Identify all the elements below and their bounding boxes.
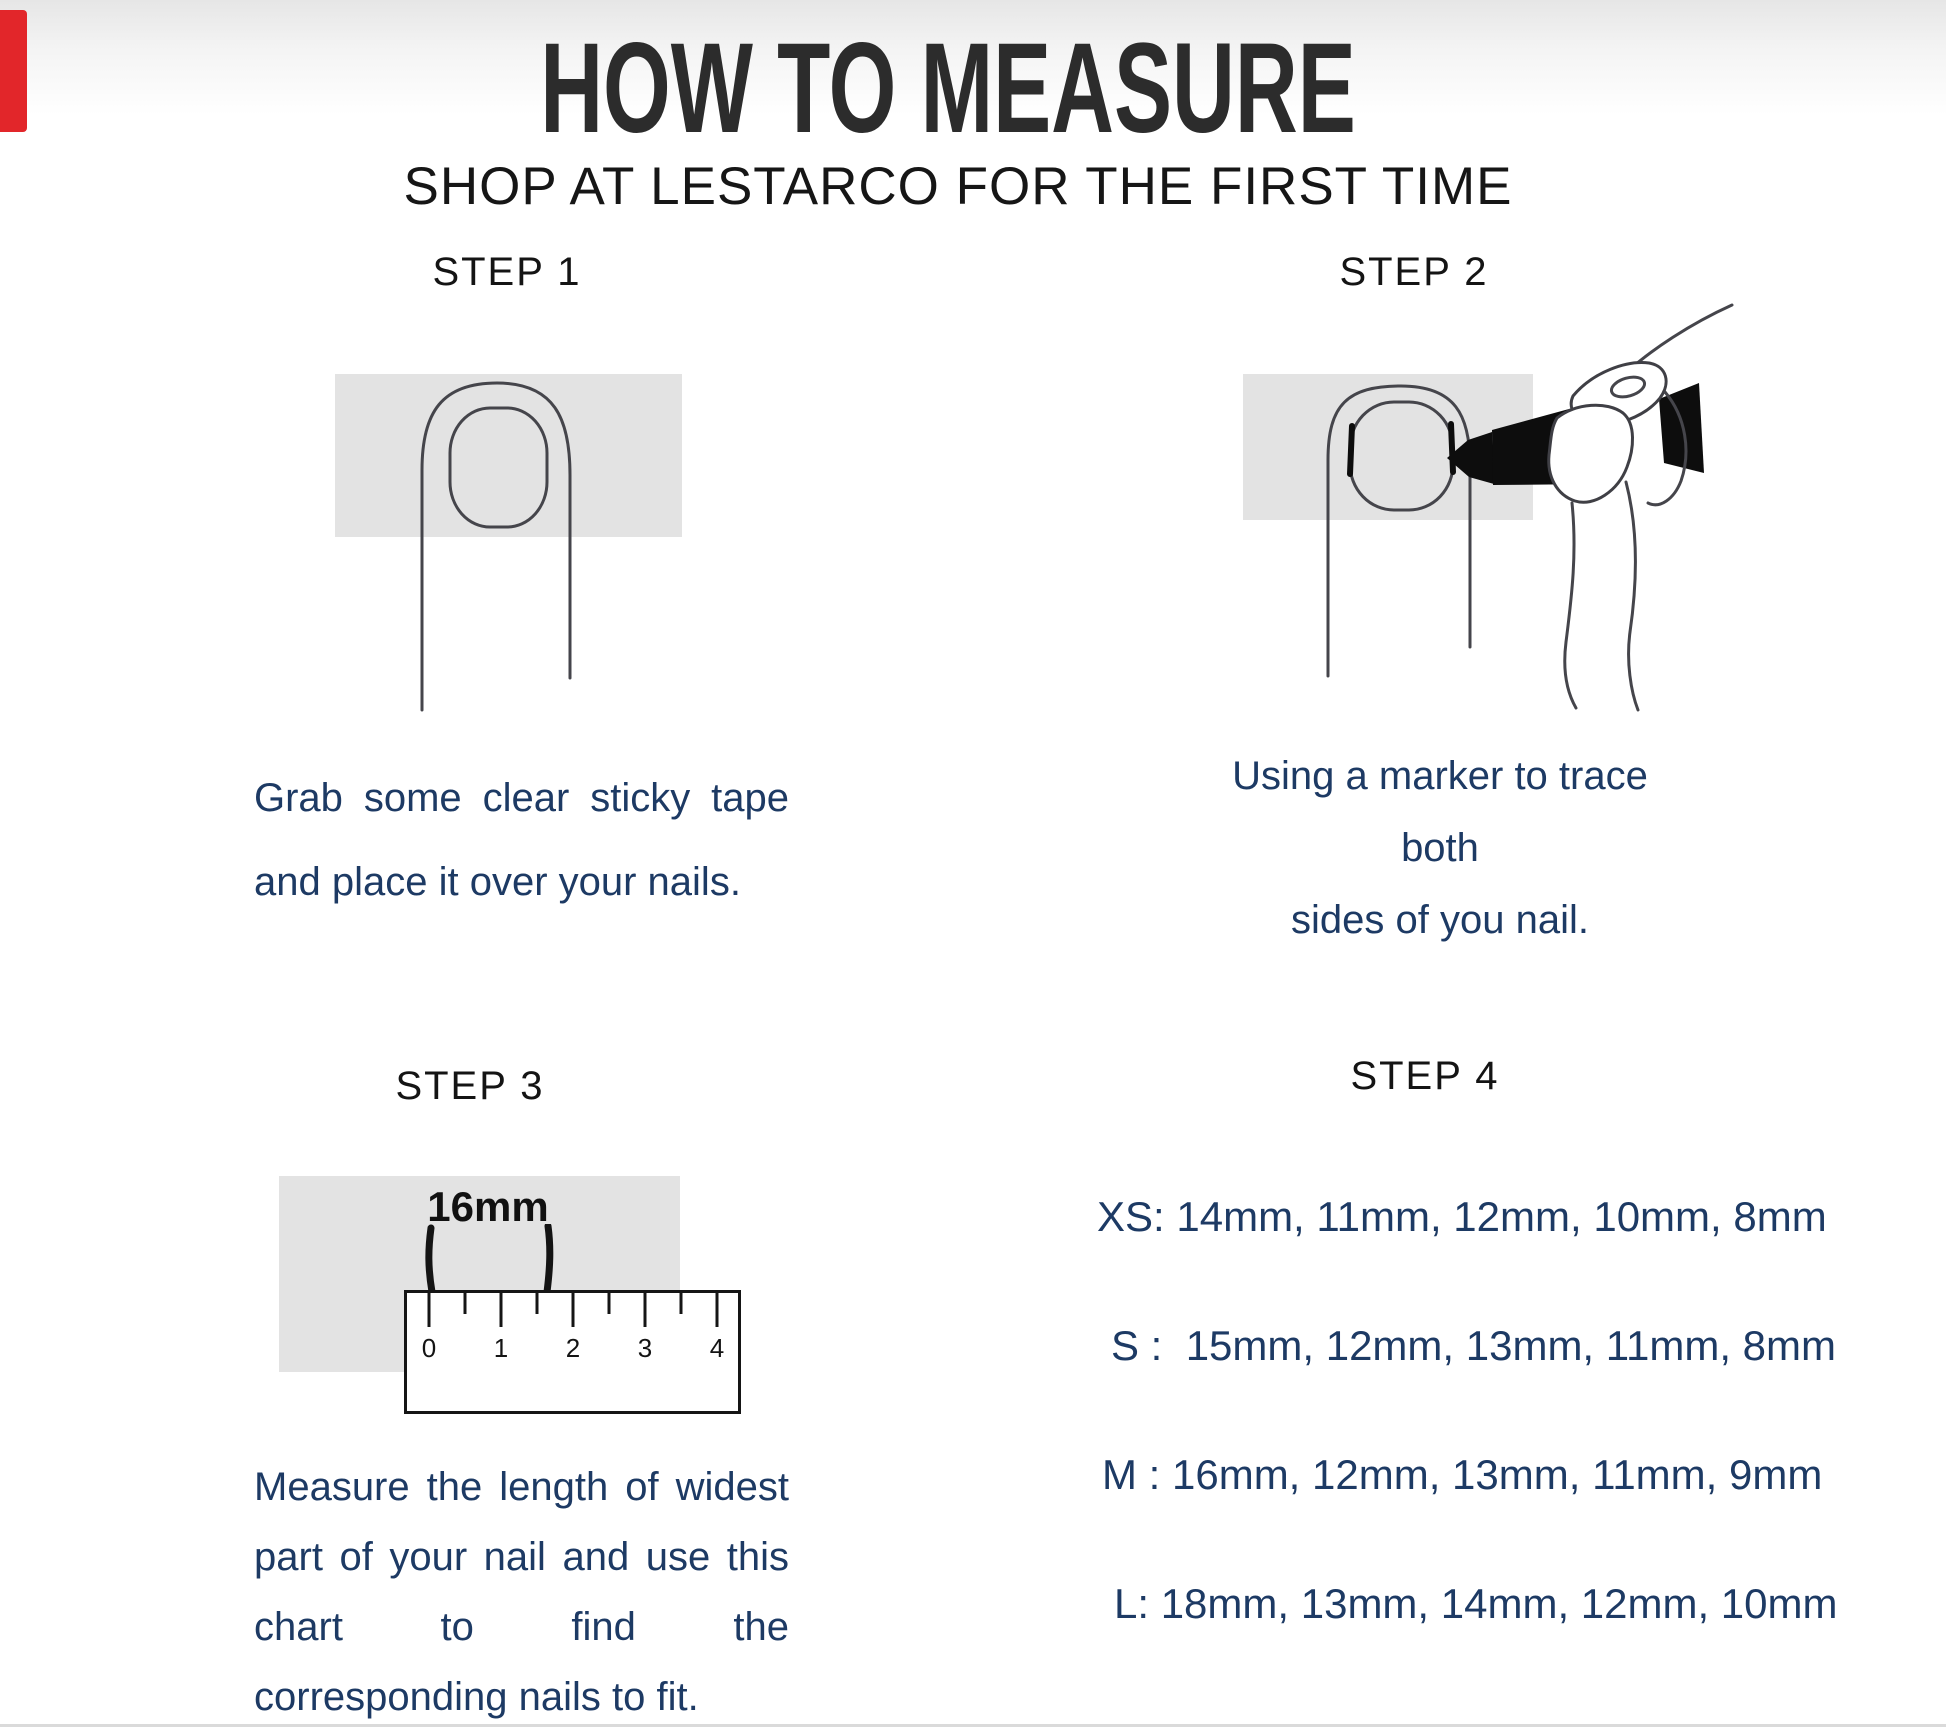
trace-mark-right-icon	[547, 1226, 550, 1292]
hand-lower-line-right	[1626, 482, 1638, 710]
ruler-number: 2	[565, 1333, 581, 1363]
step2-heading: STEP 2	[1339, 250, 1489, 294]
tape-rect-icon	[335, 374, 682, 537]
step3-caption-line: Measure the length of widest	[254, 1465, 789, 1509]
marker-cap-icon	[1659, 383, 1704, 473]
page-title: HOW TO MEASURE	[540, 17, 1356, 160]
step3-caption	[254, 1452, 789, 1732]
size-chart	[1097, 1192, 1838, 1708]
step2-caption-line: Using a marker to trace both	[1232, 754, 1648, 870]
holding-finger-icon	[1549, 405, 1633, 502]
size-row-m: M : 16mm, 12mm, 13mm, 11mm, 9mm	[1102, 1451, 1823, 1498]
ruler-number: 1	[493, 1333, 509, 1363]
trace-mark-left-icon	[1350, 426, 1352, 474]
step3-heading: STEP 3	[395, 1064, 545, 1108]
trace-mark-left-icon	[429, 1228, 432, 1292]
page-subtitle: SHOP AT LESTARCO FOR THE FIRST TIME	[403, 157, 1513, 216]
step1-illustration-finger-with-tape	[330, 370, 690, 720]
hand-lower-line-left	[1565, 503, 1576, 708]
bottom-divider	[0, 1724, 1946, 1727]
size-row-xs: XS: 14mm, 11mm, 12mm, 10mm, 8mm	[1097, 1193, 1827, 1240]
size-row-l: L: 18mm, 13mm, 14mm, 12mm, 10mm	[1114, 1580, 1838, 1627]
step1-caption	[254, 756, 789, 924]
step2-caption	[1190, 740, 1690, 956]
step4-heading: STEP 4	[1350, 1054, 1500, 1098]
ruler-number: 3	[637, 1333, 653, 1363]
measurement-label: 16mm	[427, 1183, 549, 1230]
step3-caption-line: part of your nail and use this	[254, 1535, 789, 1579]
red-accent-bar	[0, 10, 27, 132]
step1-caption-line: Grab some clear sticky tape	[254, 776, 789, 820]
step1-caption-line: and place it over your nails.	[254, 860, 741, 904]
traced-marks-above-ruler-icon	[404, 1224, 604, 1296]
step3-caption-line: chart to find the	[254, 1605, 789, 1649]
size-row-s: S : 15mm, 12mm, 13mm, 11mm, 8mm	[1111, 1322, 1837, 1369]
step2-illustration-marker-tracing	[1235, 300, 1735, 720]
ruler-number: 0	[421, 1333, 437, 1363]
ruler-number: 4	[709, 1333, 725, 1363]
step2-caption-line: sides of you nail.	[1291, 898, 1589, 942]
step1-heading: STEP 1	[432, 250, 582, 294]
ruler	[404, 1290, 741, 1414]
trace-mark-right-icon	[1451, 424, 1453, 472]
step3-caption-line: corresponding nails to fit.	[254, 1675, 699, 1719]
